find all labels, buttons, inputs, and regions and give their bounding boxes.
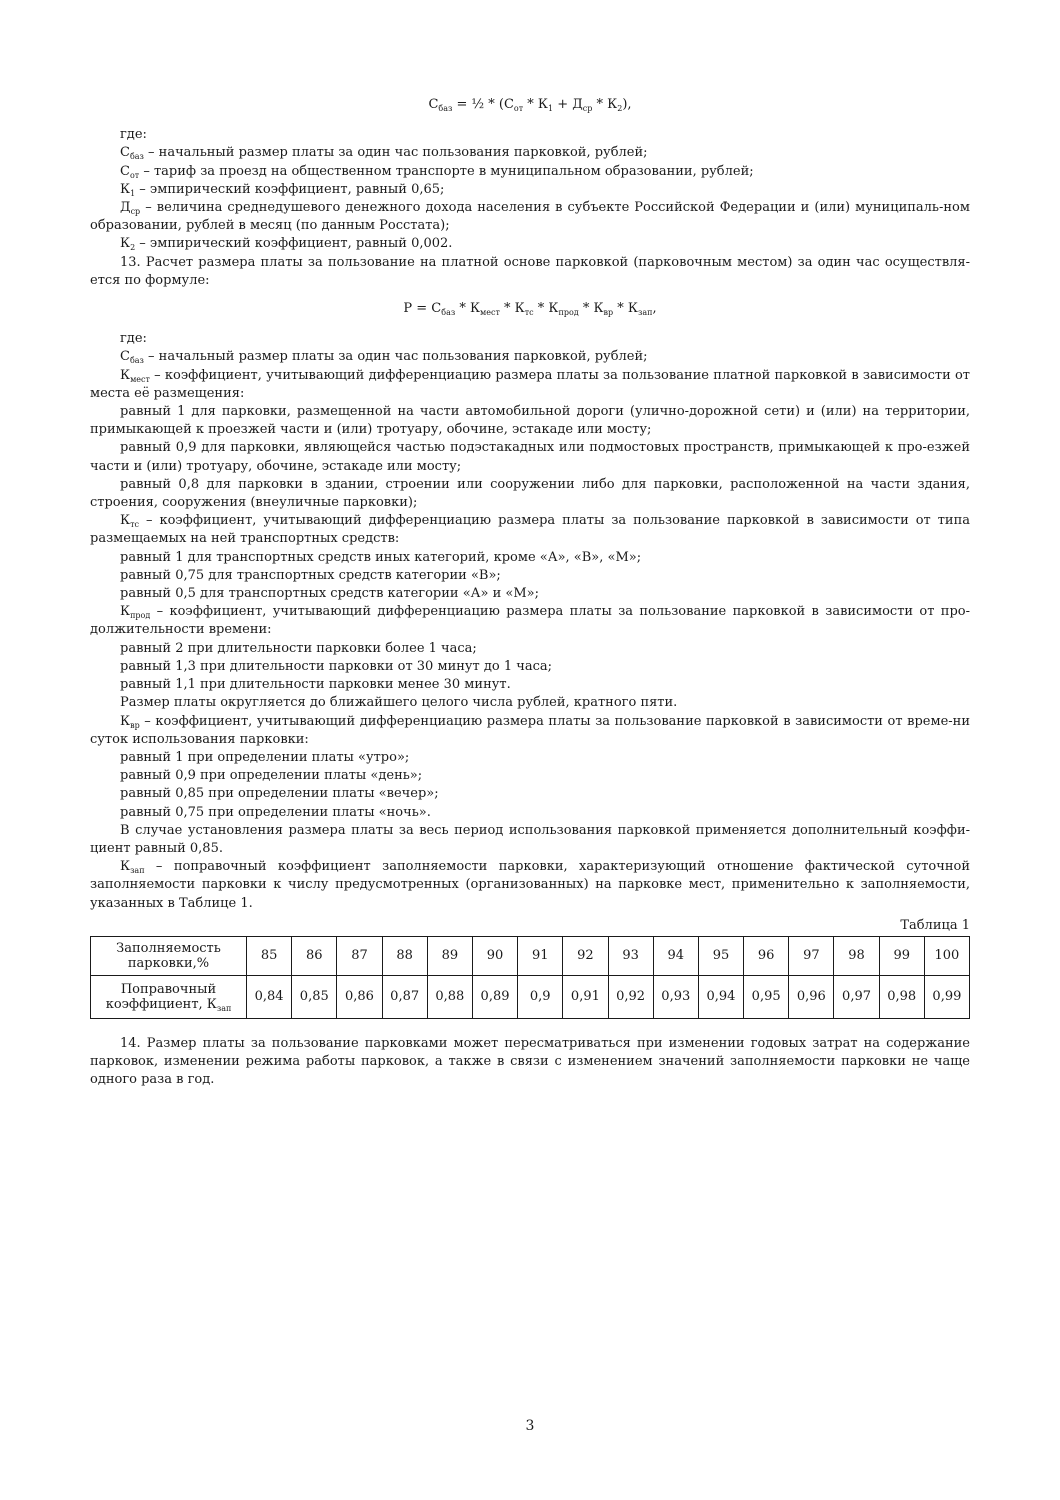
symbol: К: [120, 236, 131, 252]
where-label: где:: [120, 127, 147, 143]
table-cell: 0,96: [789, 975, 834, 1018]
definition-kprod: [90, 603, 970, 639]
table-cell: 0,97: [834, 975, 879, 1018]
formula-subscript: 2: [617, 104, 623, 113]
table-cell: 0,94: [698, 975, 743, 1018]
definition-k2: [90, 235, 970, 253]
option-line: равный 0,75 при определении платы «ночь».: [120, 804, 431, 820]
hourly-fee-formula: [90, 300, 970, 318]
table-cell: 94: [653, 936, 698, 975]
definition-kvr: [90, 713, 970, 749]
formula-part: * К: [533, 301, 559, 317]
symbol: К: [120, 713, 131, 729]
formula-part: * К: [499, 301, 525, 317]
table-cell: 0,95: [744, 975, 789, 1018]
definition-text: – коэффициент, учитывающий дифференциацию размера платы за пользование парковкой в зависимости от про-должительности времени:: [90, 604, 970, 638]
formula-subscript: 1: [547, 104, 554, 113]
table-caption: Таблица 1: [900, 917, 970, 933]
row-header-subscript: зап: [216, 1003, 232, 1013]
formula-subscript: прод: [558, 308, 579, 318]
row-header-coefficient: [91, 975, 247, 1018]
base-fee-formula: [90, 96, 970, 114]
table-cell: 0,92: [608, 975, 653, 1018]
table-cell: 93: [608, 936, 653, 975]
table-cell: 86: [292, 936, 337, 975]
table-cell: 0,88: [427, 975, 472, 1018]
symbol: К: [120, 859, 131, 875]
option-line: равный 0,9 при определении платы «день»;: [120, 768, 423, 784]
formula-part: * К: [455, 301, 481, 317]
symbol: С: [120, 349, 130, 365]
option-line: равный 0,5 для транспортных средств категории «А» и «М»;: [120, 586, 539, 602]
definition-cbaz: [90, 144, 970, 162]
symbol-subscript: ср: [130, 207, 141, 217]
symbol-subscript: зап: [130, 866, 145, 876]
option-line: равный 0,9 для парковки, являющейся частью подэстакадных или подмостовых пространств, примыкающей к про-езжей части и (или) тротуару, обочине, эстакаде или мосту;: [90, 440, 970, 474]
formula-subscript: вр: [603, 308, 614, 318]
table-cell: 0,89: [472, 975, 517, 1018]
definition-kzap: [90, 858, 970, 913]
table-cell: 87: [337, 936, 382, 975]
document-page: [90, 96, 970, 1090]
table-cell: 0,93: [653, 975, 698, 1018]
symbol-subscript: вр: [130, 720, 140, 730]
symbol: К: [120, 181, 131, 197]
symbol: К: [120, 513, 131, 529]
formula-subscript: баз: [441, 308, 456, 318]
table-cell: 90: [472, 936, 517, 975]
formula-part: * К: [578, 301, 604, 317]
table-cell: 0,99: [924, 975, 969, 1018]
definition-text: – величина среднедушевого денежного дохода населения в субъекте Российской Федерации и (или) муниципаль-ном образовании, рублей в месяц (по данным Росстата);: [90, 200, 970, 234]
table-cell: 100: [924, 936, 969, 975]
option-line: равный 1 при определении платы «утро»;: [120, 749, 410, 765]
definition-text: – коэффициент, учитывающий дифференциацию размера платы за пользование парковкой в зависимости от типа размещаемых на ней транспортных средств:: [90, 513, 970, 547]
table-cell: 89: [427, 936, 472, 975]
symbol-subscript: тс: [130, 520, 139, 530]
definition-text: – тариф за проезд на общественном транспорте в муниципальном образовании, рублей;: [139, 163, 754, 179]
definition-text: – начальный размер платы за один час пользования парковкой, рублей;: [143, 145, 648, 161]
option-line: Размер платы округляется до ближайшего целого числа рублей, кратного пяти.: [120, 695, 678, 711]
table-row: [91, 936, 970, 975]
formula-part: * К: [592, 97, 618, 112]
formula-subscript: от: [513, 104, 524, 113]
formula-part: * К: [523, 97, 548, 112]
table-cell: 91: [518, 936, 563, 975]
formula-part: = ½ * (С: [452, 97, 514, 112]
table-cell: 96: [744, 936, 789, 975]
table-cell: 99: [879, 936, 924, 975]
option-line: равный 0,8 для парковки в здании, строении или сооружении либо для парковки, расположенной на части здания, строения, сооружения (внеуличные парковки);: [90, 476, 970, 511]
formula-subscript: ср: [582, 104, 593, 113]
table-cell: 97: [789, 936, 834, 975]
symbol: К: [120, 604, 131, 620]
formula-subscript: мест: [480, 308, 500, 318]
definition-text: – начальный размер платы за один час пользования парковкой, рублей;: [143, 349, 648, 365]
item-14: 14. Размер платы за пользование парковками может пересматриваться при изменении годовых затрат на содержание парковок, изменении режима работы парковок, а также в связи с изменением значений заполняемости парковки не чаще одного раза в год.: [90, 1035, 970, 1088]
table-cell: 0,85: [292, 975, 337, 1018]
option-line: равный 1,1 при длительности парковки менее 30 минут.: [120, 677, 511, 693]
definition-ktc: [90, 512, 970, 548]
symbol: Д: [120, 200, 131, 216]
item-13: 13. Расчет размера платы за пользование на платной основе парковкой (парковочным местом) за один час осуществля-ется по формуле:: [90, 254, 970, 288]
symbol-subscript: баз: [129, 356, 144, 366]
formula-subscript: зап: [637, 308, 653, 318]
table-cell: 0,91: [563, 975, 608, 1018]
definition-text: – эмпирический коэффициент, равный 0,65;: [135, 181, 445, 197]
table-cell: 85: [247, 936, 292, 975]
symbol: С: [120, 163, 130, 179]
formula-subscript: тс: [524, 308, 534, 318]
occupancy-coefficient-table: [90, 936, 970, 1019]
formula-subscript: баз: [438, 104, 453, 113]
table-cell: 0,86: [337, 975, 382, 1018]
definition-cbaz: [90, 348, 970, 366]
where-label: где:: [120, 331, 147, 347]
table-row: [91, 975, 970, 1018]
table-cell: 88: [382, 936, 427, 975]
symbol-subscript: от: [129, 170, 140, 180]
formula-part: ),: [622, 97, 632, 112]
definition-cot: [90, 163, 970, 181]
table-cell: 98: [834, 936, 879, 975]
option-line: равный 1 для транспортных средств иных категорий, кроме «А», «В», «М»;: [120, 549, 642, 565]
formula-part: + Д: [553, 97, 583, 112]
definition-dsr: [90, 199, 970, 235]
table-cell: 0,87: [382, 975, 427, 1018]
formula-part: * К: [613, 301, 638, 317]
table-cell: 95: [698, 936, 743, 975]
table-cell: 0,98: [879, 975, 924, 1018]
option-line: равный 0,75 для транспортных средств категории «В»;: [120, 567, 501, 583]
option-line: равный 1,3 при длительности парковки от 30 минут до 1 часа;: [120, 658, 552, 674]
row-header-occupancy: Заполняемость парковки,%: [91, 936, 247, 975]
symbol-subscript: мест: [130, 374, 150, 384]
definition-kmest: [90, 367, 970, 403]
row-header-text: Поправочный коэффициент, К: [105, 981, 217, 1012]
formula-part: ,: [652, 301, 657, 317]
full-period-note: В случае установления размера платы за весь период использования парковкой применяется дополнительный коэффи-циент равный 0,85.: [90, 822, 970, 856]
symbol-subscript: прод: [130, 611, 151, 621]
option-line: равный 2 при длительности парковки более 1 часа;: [120, 640, 477, 656]
definition-text: – коэффициент, учитывающий дифференциацию размера платы за пользование платной парковкой в зависимости от места её размещения:: [90, 367, 970, 401]
option-line: равный 1 для парковки, размещенной на части автомобильной дороги (улично-дорожной сети) и (или) на территории, примыкающей к проезжей части и (или) тротуару, обочине, эстакаде или мосту;: [90, 404, 970, 438]
symbol: С: [120, 145, 130, 161]
symbol-subscript: 2: [130, 243, 136, 253]
symbol-subscript: 1: [130, 188, 136, 198]
definition-text: – эмпирический коэффициент, равный 0,002.: [135, 236, 453, 252]
formula-part: Р = С: [403, 301, 442, 317]
table-cell: 0,9: [518, 975, 563, 1018]
symbol: К: [120, 367, 131, 383]
table-cell: 92: [563, 936, 608, 975]
symbol-subscript: баз: [129, 152, 144, 162]
formula-symbol: С: [428, 97, 439, 112]
definition-k1: [90, 181, 970, 199]
definition-text: – коэффициент, учитывающий дифференциацию размера платы за пользование парковкой в зависимости от време-ни суток использования парковки:: [90, 713, 970, 747]
table-cell: 0,84: [247, 975, 292, 1018]
definition-text: – поправочный коэффициент заполняемости парковки, характеризующий отношение фактической суточной заполняемости парковки к числу предусмотренных (организованных) на парковке мест, применительно к заполняемости, указанных в Таблице 1.: [90, 859, 970, 911]
page-number: 3: [525, 1418, 535, 1434]
option-line: равный 0,85 при определении платы «вечер»;: [120, 786, 439, 802]
